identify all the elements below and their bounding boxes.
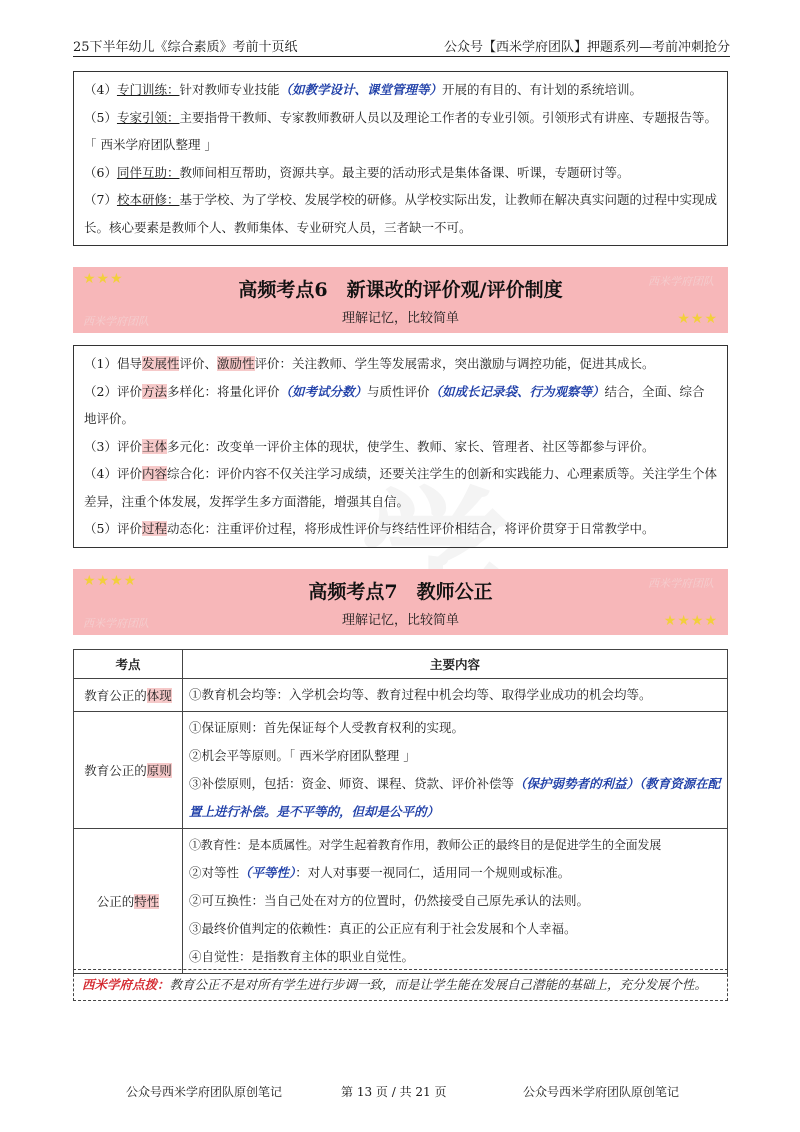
section-subtitle: 理解记忆，比较简单	[341, 613, 459, 628]
star-rating-icon: ★★★	[677, 311, 718, 327]
section-banner-6	[73, 267, 728, 333]
star-rating-icon: ★★★	[83, 271, 124, 287]
footer-right: 公众号西米学府团队原创笔记	[523, 1085, 680, 1099]
list-item: （7）校本研修：基于学校、为了学校、发展学校的研修。从学校实际出发，让教师在解决真实问题的过程中实现成长。核心要素是教师个人、教师集体、专业研究人员，三者缺一不可。	[84, 192, 717, 235]
header-left-title: 25下半年幼儿《综合素质》考前十页纸	[73, 40, 298, 55]
row-content: ①保证原则：首先保证每个人受教育权利的实现。 ②机会平等原则。「 西米学府团队整理 」 ③补偿原则，包括：资金、师资、课程、贷款、评价补偿等（保护弱势者的利益）（教育资源在配置上进行补偿。是不平等的，但却是公平的）	[183, 712, 728, 829]
page-number: 第 13 页 / 共 21 页	[341, 1085, 447, 1099]
tip-text: 教育公正不是对所有学生进行步调一致，而是让学生能在发展自己潜能的基础上，充分发展个性。	[169, 977, 708, 992]
header-right-title: 公众号【西米学府团队】押题系列—考前冲刺抢分	[443, 40, 730, 55]
table-row	[74, 712, 728, 829]
section-title: 高频考点6 新课改的评价观/评价制度	[238, 279, 563, 301]
table-header-row	[74, 650, 728, 679]
watermark-label: 西米学府团队	[648, 275, 714, 288]
row-label: 教育公正的原则	[74, 712, 183, 829]
evaluation-box	[73, 345, 728, 548]
tip-label: 西米学府点拨：	[82, 977, 170, 992]
watermark-label: 西米学府团队	[83, 315, 149, 328]
table-row	[74, 829, 728, 974]
star-rating-icon: ★★★★	[83, 573, 138, 589]
star-rating-icon: ★★★★	[663, 613, 718, 629]
watermark-label: 西米学府团队	[648, 577, 714, 590]
list-item: （1）倡导发展性评价、激励性评价：关注教师、学生等发展需求，突出激励与调控功能，促进其成长。	[84, 356, 655, 371]
list-item: （4）专门训练：针对教师专业技能（如教学设计、课堂管理等）开展的有目的、有计划的系统培训。	[84, 82, 643, 97]
list-item: （6）同伴互助：教师间相互帮助，资源共享。最主要的活动形式是集体备课、听课，专题研讨等。	[84, 164, 630, 180]
tip-box	[73, 969, 728, 1001]
row-content: ①教育性：是本质属性。对学生起着教育作用，教师公正的最终目的是促进学生的全面发展 ②对等性（平等性）：对人对事要一视同仁，适用同一个规则或标准。 ②可互换性：当自己处在对方的位置时，仍然接受自己原先承认的法则。 ③最终价值判定的依赖性：真正的公正应有利于社会发展和个人幸福。 ④自觉性：是指教育主体的职业自觉性。	[183, 829, 728, 974]
list-item: （4）评价内容综合化：评价内容不仅关注学习成绩，还要关注学生的创新和实践能力、心理素质等。关注学生个体差异，注重个体发展，发挥学生多方面潜能，增强其自信。	[84, 466, 717, 509]
teacher-justice-table	[73, 649, 728, 974]
row-label: 公正的特性	[74, 829, 183, 974]
teacher-development-box	[73, 71, 728, 246]
list-item: （5）评价过程动态化：注重评价过程，将形成性评价与终结性评价相结合，将评价贯穿于日常教学中。	[84, 521, 655, 536]
list-item: （3）评价主体多元化：改变单一评价主体的现状，使学生、教师、家长、管理者、社区等都参与评价。	[84, 438, 655, 454]
section-title: 高频考点7 教师公正	[308, 581, 493, 603]
watermark-label: 西米学府团队	[83, 617, 149, 630]
list-item: （2）评价方法多样化：将量化评价（如考试分数）与质性评价（如成长记录袋、行为观察等）结合，全面、综合地评价。	[84, 383, 705, 426]
section-banner-7	[73, 569, 728, 635]
page-header	[73, 30, 730, 57]
section-subtitle: 理解记忆，比较简单	[341, 311, 459, 326]
column-header: 主要内容	[183, 650, 728, 679]
table-row	[74, 679, 728, 712]
row-label: 教育公正的体现	[74, 679, 183, 712]
list-item: （5）专家引领：主要指骨干教师、专家教师教研人员以及理论工作者的专业引领。引领形式有讲座、专题报告等。「 西米学府团队整理 」	[84, 109, 717, 152]
footer-left: 公众号西米学府团队原创笔记	[126, 1085, 283, 1099]
row-content: ①教育机会均等：入学机会均等、教育过程中机会均等、取得学业成功的机会均等。	[183, 679, 728, 712]
column-header: 考点	[74, 650, 183, 679]
